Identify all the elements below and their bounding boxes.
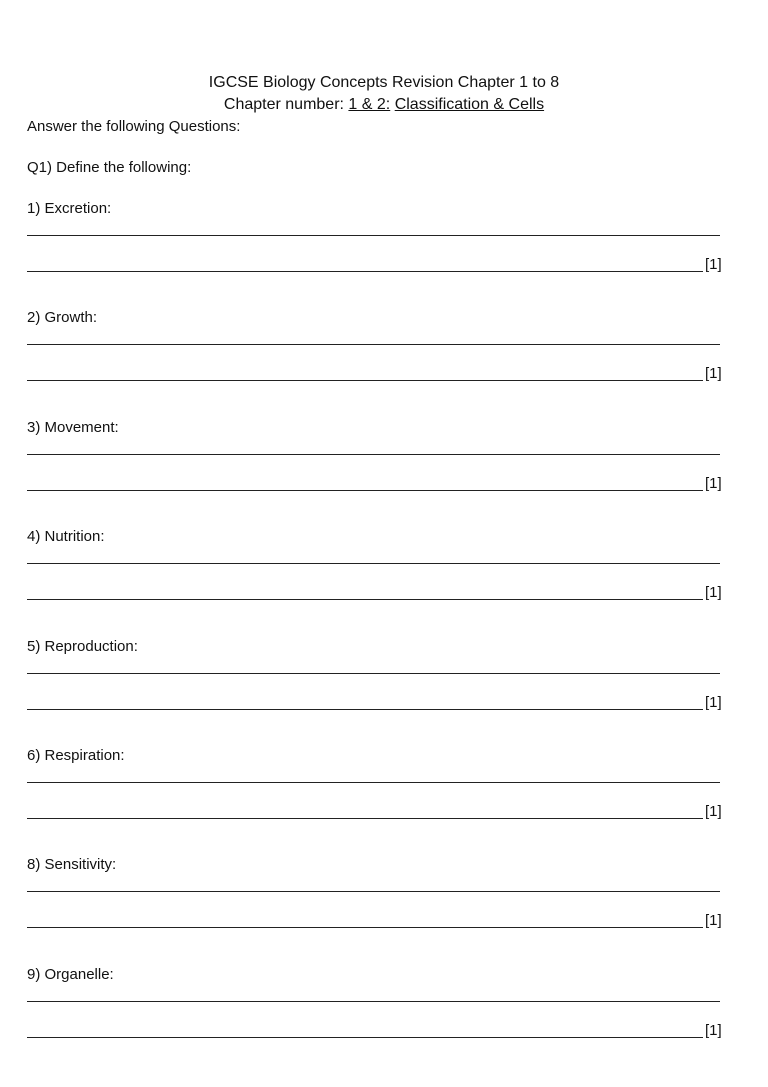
answer-line[interactable] bbox=[27, 490, 703, 491]
answer-line[interactable] bbox=[27, 709, 703, 710]
mark-allocation: [1] bbox=[705, 584, 722, 601]
answer-line[interactable] bbox=[27, 782, 720, 783]
answer-line[interactable] bbox=[27, 891, 720, 892]
question-label: Q1) Define the following: bbox=[27, 159, 192, 176]
chapter-label: Chapter number: bbox=[223, 96, 349, 113]
answer-line[interactable] bbox=[27, 454, 720, 455]
answer-line[interactable] bbox=[27, 235, 720, 236]
mark-allocation: [1] bbox=[705, 694, 722, 711]
mark-allocation: [1] bbox=[705, 256, 722, 273]
answer-line[interactable] bbox=[27, 673, 720, 674]
answer-line[interactable] bbox=[27, 1037, 703, 1038]
worksheet-title: IGCSE Biology Concepts Revision Chapter 1 to 8 bbox=[208, 74, 560, 91]
answer-line[interactable] bbox=[27, 271, 703, 272]
mark-allocation: [1] bbox=[705, 803, 722, 820]
answer-line[interactable] bbox=[27, 563, 720, 564]
answer-line[interactable] bbox=[27, 380, 703, 381]
answer-line[interactable] bbox=[27, 927, 703, 928]
term-label: 9) Organelle: bbox=[27, 966, 114, 983]
mark-allocation: [1] bbox=[705, 1022, 722, 1039]
answer-line[interactable] bbox=[27, 1001, 720, 1002]
term-label: 2) Growth: bbox=[27, 309, 98, 326]
answer-line[interactable] bbox=[27, 344, 720, 345]
term-label: 5) Reproduction: bbox=[27, 638, 138, 655]
term-label: 6) Respiration: bbox=[27, 747, 125, 764]
chapter-number: 1 & 2: bbox=[348, 96, 391, 113]
term-label: 3) Movement: bbox=[27, 419, 119, 436]
mark-allocation: [1] bbox=[705, 365, 722, 382]
term-label: 8) Sensitivity: bbox=[27, 856, 117, 873]
mark-allocation: [1] bbox=[705, 912, 722, 929]
chapter-line bbox=[0, 95, 768, 115]
chapter-topic: Classification & Cells bbox=[394, 96, 545, 113]
mark-allocation: [1] bbox=[705, 475, 722, 492]
instructions: Answer the following Questions: bbox=[27, 118, 241, 135]
answer-line[interactable] bbox=[27, 818, 703, 819]
term-label: 1) Excretion: bbox=[27, 200, 112, 217]
answer-line[interactable] bbox=[27, 599, 703, 600]
term-label: 4) Nutrition: bbox=[27, 528, 105, 545]
